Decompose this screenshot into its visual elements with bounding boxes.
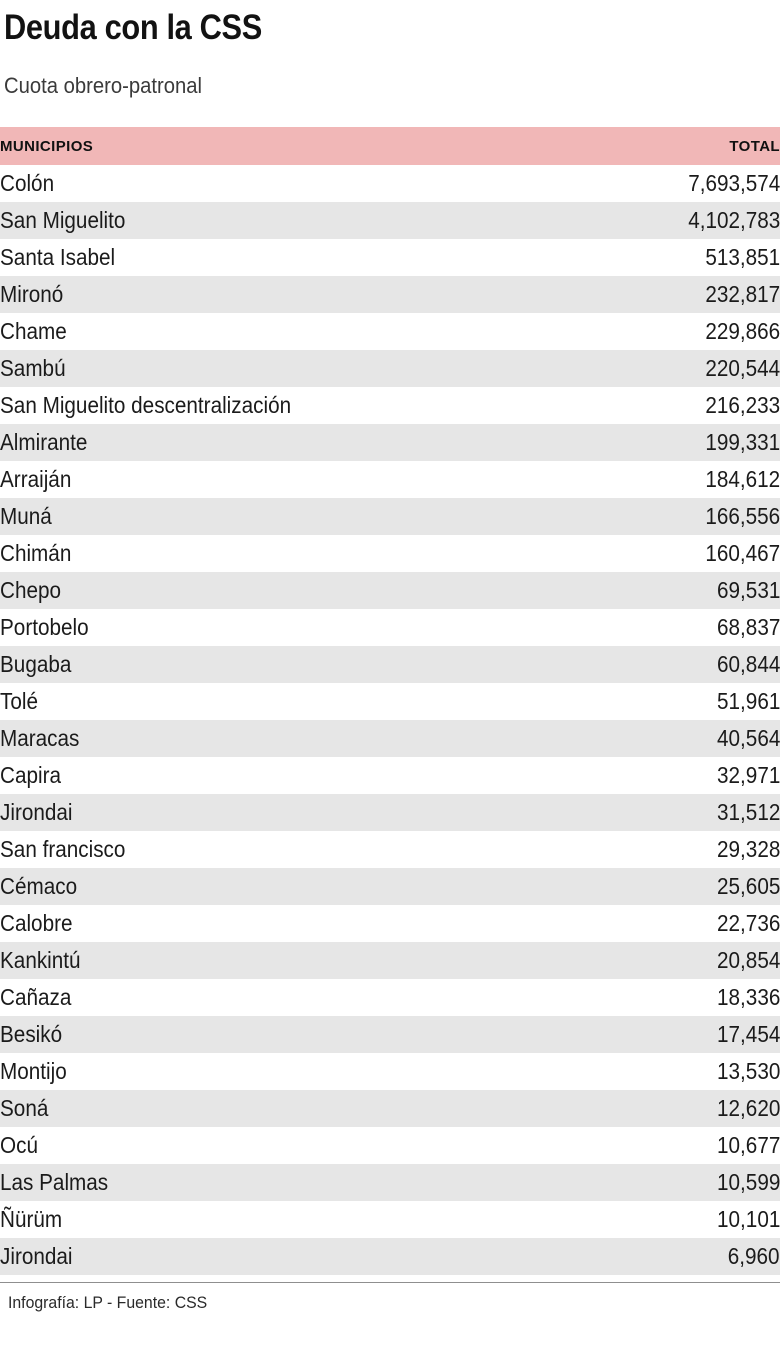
cell-municipio — [0, 1127, 600, 1164]
cell-municipio — [0, 609, 600, 646]
cell-total — [600, 720, 780, 757]
table-row — [0, 609, 780, 646]
table-row — [0, 794, 780, 831]
municipio-text: Sambú — [0, 355, 66, 381]
cell-municipio — [0, 202, 600, 239]
total-text: 184,612 — [705, 466, 780, 492]
cell-municipio — [0, 239, 600, 276]
total-text: 232,817 — [705, 281, 780, 307]
total-text: 60,844 — [716, 651, 780, 677]
municipio-text: Mironó — [0, 281, 64, 307]
cell-total — [600, 794, 780, 831]
municipio-text: Chepo — [0, 577, 62, 603]
cell-municipio — [0, 1053, 600, 1090]
cell-total — [600, 868, 780, 905]
total-text: 22,736 — [716, 910, 780, 936]
table-row — [0, 720, 780, 757]
table-row — [0, 1201, 780, 1238]
cell-municipio — [0, 424, 600, 461]
table-row — [0, 313, 780, 350]
total-text: 220,544 — [705, 355, 780, 381]
municipio-text: Soná — [0, 1095, 49, 1121]
cell-total — [600, 683, 780, 720]
municipio-text: Besikó — [0, 1021, 63, 1047]
municipio-text: Colón — [0, 170, 55, 196]
table-row — [0, 683, 780, 720]
table-row — [0, 1090, 780, 1127]
cell-total — [600, 202, 780, 239]
total-text: 20,854 — [716, 947, 780, 973]
municipio-text: Almirante — [0, 429, 88, 455]
cell-municipio — [0, 794, 600, 831]
table-row — [0, 498, 780, 535]
page-subtitle: Cuota obrero-patronal — [4, 73, 203, 98]
municipio-text: San Miguelito — [0, 207, 126, 233]
municipio-text: San francisco — [0, 836, 126, 862]
cell-municipio — [0, 1016, 600, 1053]
total-text: 7,693,574 — [687, 170, 780, 196]
municipio-text: San Miguelito descentralización — [0, 392, 292, 418]
total-text: 160,467 — [705, 540, 780, 566]
cell-total — [600, 646, 780, 683]
cell-total — [600, 609, 780, 646]
table-row — [0, 387, 780, 424]
municipio-text: Cémaco — [0, 873, 78, 899]
table-row — [0, 868, 780, 905]
municipio-text: Bugaba — [0, 651, 72, 677]
cell-total — [600, 461, 780, 498]
total-text: 32,971 — [716, 762, 780, 788]
cell-municipio — [0, 350, 600, 387]
cell-municipio — [0, 165, 600, 202]
municipio-text: Chame — [0, 318, 67, 344]
table-row — [0, 831, 780, 868]
cell-total — [600, 165, 780, 202]
total-text: 29,328 — [716, 836, 780, 862]
total-text: 166,556 — [705, 503, 780, 529]
cell-total — [600, 572, 780, 609]
table-row — [0, 350, 780, 387]
table-row — [0, 202, 780, 239]
municipio-text: Muná — [0, 503, 52, 529]
table-header — [0, 127, 780, 165]
municipio-text: Santa Isabel — [0, 244, 116, 270]
cell-municipio — [0, 646, 600, 683]
municipio-text: Capira — [0, 762, 61, 788]
cell-municipio — [0, 979, 600, 1016]
cell-total — [600, 1016, 780, 1053]
cell-total — [600, 239, 780, 276]
total-text: 513,851 — [705, 244, 780, 270]
cell-municipio — [0, 1238, 600, 1275]
table-row — [0, 461, 780, 498]
table-row — [0, 276, 780, 313]
cell-municipio — [0, 387, 600, 424]
table-row — [0, 165, 780, 202]
cell-municipio — [0, 831, 600, 868]
municipio-text: Montijo — [0, 1058, 67, 1084]
cell-total — [600, 1090, 780, 1127]
cell-total — [600, 424, 780, 461]
municipio-text: Jirondai — [0, 1243, 73, 1269]
total-text: 40,564 — [716, 725, 780, 751]
cell-municipio — [0, 313, 600, 350]
total-text: 51,961 — [716, 688, 780, 714]
cell-total — [600, 1164, 780, 1201]
cell-municipio — [0, 905, 600, 942]
table-row — [0, 942, 780, 979]
municipio-text: Las Palmas — [0, 1169, 109, 1195]
table-row — [0, 572, 780, 609]
municipio-text: Maracas — [0, 725, 80, 751]
cell-total — [600, 757, 780, 794]
cell-total — [600, 1127, 780, 1164]
cell-total — [600, 498, 780, 535]
debt-table — [0, 127, 780, 1275]
table-row — [0, 905, 780, 942]
total-text: 10,101 — [716, 1206, 780, 1232]
table-header-row — [0, 127, 780, 165]
cell-municipio — [0, 942, 600, 979]
total-text: 12,620 — [716, 1095, 780, 1121]
page-title: Deuda con la CSS — [4, 8, 262, 47]
cell-municipio — [0, 498, 600, 535]
cell-total — [600, 831, 780, 868]
table-row — [0, 1238, 780, 1275]
total-text: 10,677 — [716, 1132, 780, 1158]
cell-total — [600, 905, 780, 942]
cell-total — [600, 276, 780, 313]
column-header-municipios: MUNICIPIOS — [0, 127, 600, 165]
table-row — [0, 424, 780, 461]
table-row — [0, 646, 780, 683]
cell-municipio — [0, 461, 600, 498]
table-row — [0, 757, 780, 794]
table-row — [0, 979, 780, 1016]
cell-municipio — [0, 720, 600, 757]
total-text: 216,233 — [705, 392, 780, 418]
cell-municipio — [0, 868, 600, 905]
cell-municipio — [0, 1201, 600, 1238]
cell-total — [600, 535, 780, 572]
table-row — [0, 535, 780, 572]
municipio-text: Jirondai — [0, 799, 73, 825]
cell-municipio — [0, 535, 600, 572]
column-header-total: TOTAL — [600, 127, 780, 165]
table-row — [0, 1016, 780, 1053]
cell-municipio — [0, 276, 600, 313]
total-text: 229,866 — [705, 318, 780, 344]
municipio-text: Cañaza — [0, 984, 72, 1010]
table-row — [0, 1164, 780, 1201]
total-text: 17,454 — [716, 1021, 780, 1047]
municipio-text: Tolé — [0, 688, 38, 714]
source-credit: Infografía: LP - Fuente: CSS — [8, 1293, 208, 1312]
cell-municipio — [0, 683, 600, 720]
cell-total — [600, 942, 780, 979]
total-text: 13,530 — [716, 1058, 780, 1084]
cell-total — [600, 1201, 780, 1238]
total-text: 6,960 — [728, 1243, 780, 1269]
cell-municipio — [0, 1164, 600, 1201]
total-text: 18,336 — [716, 984, 780, 1010]
municipio-text: Portobelo — [0, 614, 89, 640]
cell-total — [600, 313, 780, 350]
cell-municipio — [0, 572, 600, 609]
total-text: 25,605 — [716, 873, 780, 899]
total-text: 69,531 — [716, 577, 780, 603]
cell-municipio — [0, 757, 600, 794]
cell-total — [600, 387, 780, 424]
cell-total — [600, 1053, 780, 1090]
total-text: 68,837 — [716, 614, 780, 640]
municipio-text: Ñürüm — [0, 1206, 63, 1232]
cell-total — [600, 1238, 780, 1275]
municipio-text: Calobre — [0, 910, 73, 936]
table-row — [0, 1127, 780, 1164]
cell-total — [600, 350, 780, 387]
total-text: 199,331 — [705, 429, 780, 455]
municipio-text: Ocú — [0, 1132, 38, 1158]
total-text: 31,512 — [716, 799, 780, 825]
municipio-text: Chimán — [0, 540, 72, 566]
municipio-text: Arraiján — [0, 466, 72, 492]
table-row — [0, 1053, 780, 1090]
municipio-text: Kankintú — [0, 947, 81, 973]
table-row — [0, 239, 780, 276]
table-body — [0, 165, 780, 1275]
footer — [0, 1282, 780, 1314]
cell-total — [600, 979, 780, 1016]
total-text: 10,599 — [716, 1169, 780, 1195]
header-block — [0, 0, 780, 100]
total-text: 4,102,783 — [687, 207, 780, 233]
cell-municipio — [0, 1090, 600, 1127]
